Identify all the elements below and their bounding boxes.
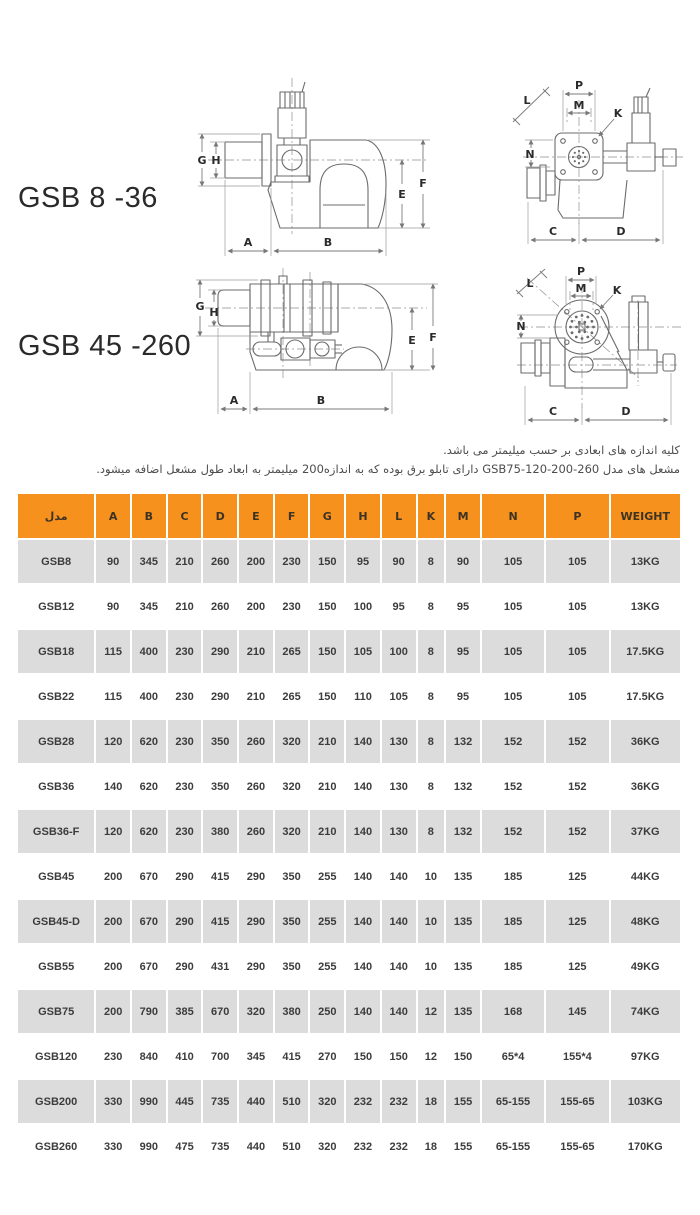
dim-label-c: C [548, 225, 558, 238]
value-cell: 735 [203, 1125, 237, 1168]
value-cell: 415 [275, 1035, 309, 1078]
column-header-e: E [239, 494, 273, 538]
value-cell: 65-155 [482, 1125, 544, 1168]
dim-label-n: N [525, 148, 535, 161]
value-cell: 320 [275, 810, 309, 853]
value-cell: 185 [482, 945, 544, 988]
value-cell: 230 [168, 720, 202, 763]
value-cell: 185 [482, 900, 544, 943]
value-cell: 415 [203, 900, 237, 943]
dim-label-b: B [323, 236, 333, 249]
value-cell: 8 [418, 540, 445, 583]
value-cell: 155 [446, 1125, 480, 1168]
value-cell: 290 [203, 630, 237, 673]
value-cell: 130 [382, 720, 416, 763]
value-cell: 140 [346, 945, 380, 988]
value-cell: 132 [446, 720, 480, 763]
value-cell: 670 [132, 900, 166, 943]
table-row [18, 1035, 680, 1078]
column-header-b: B [132, 494, 166, 538]
value-cell: 130 [382, 765, 416, 808]
value-cell: 140 [382, 900, 416, 943]
value-cell: 210 [310, 720, 344, 763]
value-cell: 410 [168, 1035, 202, 1078]
value-cell: 155-65 [546, 1125, 608, 1168]
value-cell: 440 [239, 1080, 273, 1123]
value-cell: 320 [275, 720, 309, 763]
value-cell: 103KG [611, 1080, 680, 1123]
value-cell: 145 [546, 990, 608, 1033]
value-cell: 290 [168, 945, 202, 988]
value-cell: 90 [96, 540, 130, 583]
value-cell: 8 [418, 810, 445, 853]
value-cell: 350 [203, 765, 237, 808]
table-header-row [18, 494, 680, 538]
value-cell: 140 [346, 855, 380, 898]
value-cell: 260 [239, 765, 273, 808]
value-cell: 95 [382, 585, 416, 628]
value-cell: 150 [310, 675, 344, 718]
dim-label-f2: F [429, 331, 437, 344]
value-cell: 18 [418, 1080, 445, 1123]
front-view-gsb45-260-drawing [505, 258, 700, 448]
value-cell: 230 [168, 675, 202, 718]
value-cell: 445 [168, 1080, 202, 1123]
value-cell: 120 [96, 720, 130, 763]
value-cell: 105 [546, 585, 608, 628]
value-cell: 290 [239, 855, 273, 898]
table-row [18, 945, 680, 988]
value-cell: 140 [346, 720, 380, 763]
note-line-2 [40, 460, 680, 479]
value-cell: 620 [132, 810, 166, 853]
value-cell: 350 [275, 855, 309, 898]
table-row [18, 900, 680, 943]
value-cell: 140 [382, 945, 416, 988]
column-header-l: L [382, 494, 416, 538]
value-cell: 510 [275, 1125, 309, 1168]
table-row [18, 540, 680, 583]
value-cell: 150 [310, 585, 344, 628]
value-cell: 990 [132, 1125, 166, 1168]
value-cell: 90 [382, 540, 416, 583]
value-cell: 290 [239, 900, 273, 943]
column-header-f: F [275, 494, 309, 538]
value-cell: 345 [239, 1035, 273, 1078]
value-cell: 150 [310, 630, 344, 673]
value-cell: 255 [310, 855, 344, 898]
value-cell: 125 [546, 855, 608, 898]
value-cell: 36KG [611, 765, 680, 808]
value-cell: 260 [203, 540, 237, 583]
value-cell: 135 [446, 855, 480, 898]
note-line-2-model-code: GSB75-120-200-260 [482, 462, 600, 476]
dim-label-a2: A [229, 394, 239, 407]
value-cell: 230 [168, 810, 202, 853]
value-cell: 232 [382, 1080, 416, 1123]
value-cell: 700 [203, 1035, 237, 1078]
value-cell: 105 [546, 540, 608, 583]
value-cell: 105 [546, 675, 608, 718]
value-cell: 320 [275, 765, 309, 808]
table-row [18, 810, 680, 853]
value-cell: 48KG [611, 900, 680, 943]
value-cell: 95 [446, 630, 480, 673]
dim-label-k: K [613, 107, 623, 120]
table-row [18, 1125, 680, 1168]
value-cell: 12 [418, 990, 445, 1033]
value-cell: 74KG [611, 990, 680, 1033]
value-cell: 140 [346, 900, 380, 943]
model-cell: GSB8 [18, 540, 94, 583]
notes [40, 441, 680, 479]
dim-label-n2: N [516, 320, 526, 333]
table-container [16, 492, 684, 1170]
value-cell: 37KG [611, 810, 680, 853]
dim-label-p2: P [576, 265, 586, 278]
value-cell: 200 [96, 990, 130, 1033]
value-cell: 265 [275, 675, 309, 718]
value-cell: 152 [546, 810, 608, 853]
value-cell: 260 [239, 810, 273, 853]
value-cell: 350 [203, 720, 237, 763]
dim-label-m2: M [575, 282, 587, 295]
table-row [18, 1080, 680, 1123]
value-cell: 265 [275, 630, 309, 673]
value-cell: 13KG [611, 585, 680, 628]
value-cell: 8 [418, 765, 445, 808]
table-row [18, 720, 680, 763]
note-line-2-prefix: مشعل های مدل [602, 462, 680, 476]
model-cell: GSB45 [18, 855, 94, 898]
value-cell: 230 [275, 540, 309, 583]
value-cell: 155*4 [546, 1035, 608, 1078]
value-cell: 10 [418, 855, 445, 898]
value-cell: 110 [346, 675, 380, 718]
value-cell: 250 [310, 990, 344, 1033]
value-cell: 140 [382, 990, 416, 1033]
value-cell: 115 [96, 630, 130, 673]
value-cell: 350 [275, 900, 309, 943]
model-cell: GSB36-F [18, 810, 94, 853]
column-header-d: D [203, 494, 237, 538]
dim-label-g: G [197, 154, 207, 167]
column-header-c: C [168, 494, 202, 538]
value-cell: 135 [446, 990, 480, 1033]
value-cell: 735 [203, 1080, 237, 1123]
value-cell: 152 [546, 765, 608, 808]
dim-label-p: P [574, 79, 584, 92]
dim-label-a: A [243, 236, 253, 249]
value-cell: 125 [546, 945, 608, 988]
value-cell: 380 [275, 990, 309, 1033]
value-cell: 670 [132, 855, 166, 898]
dim-label-l2: L [526, 277, 534, 290]
column-header-weight: WEIGHT [611, 494, 680, 538]
value-cell: 140 [382, 855, 416, 898]
value-cell: 105 [346, 630, 380, 673]
table-row [18, 765, 680, 808]
value-cell: 320 [310, 1125, 344, 1168]
value-cell: 210 [310, 810, 344, 853]
value-cell: 8 [418, 585, 445, 628]
model-cell: GSB120 [18, 1035, 94, 1078]
dim-label-e2: E [408, 334, 416, 347]
side-view-gsb8-36-drawing [190, 72, 455, 267]
model-cell: GSB45-D [18, 900, 94, 943]
column-header-n: N [482, 494, 544, 538]
value-cell: 260 [239, 720, 273, 763]
value-cell: 330 [96, 1125, 130, 1168]
value-cell: 10 [418, 900, 445, 943]
value-cell: 140 [96, 765, 130, 808]
value-cell: 95 [446, 585, 480, 628]
table-row [18, 675, 680, 718]
value-cell: 135 [446, 945, 480, 988]
value-cell: 255 [310, 945, 344, 988]
value-cell: 255 [310, 900, 344, 943]
value-cell: 440 [239, 1125, 273, 1168]
value-cell: 230 [168, 630, 202, 673]
model-cell: GSB200 [18, 1080, 94, 1123]
note-line-2-suffix: دارای تابلو برق بوده که به اندازه200 میلیمتر به ابعاد طول مشعل اضافه میشود. [96, 462, 479, 476]
value-cell: 36KG [611, 720, 680, 763]
table-row [18, 855, 680, 898]
value-cell: 200 [239, 585, 273, 628]
value-cell: 105 [482, 540, 544, 583]
value-cell: 8 [418, 720, 445, 763]
table-body [18, 540, 680, 1168]
value-cell: 65*4 [482, 1035, 544, 1078]
side-view-gsb45-260-drawing [190, 258, 455, 448]
dim-label-m: M [573, 99, 585, 112]
value-cell: 8 [418, 630, 445, 673]
value-cell: 44KG [611, 855, 680, 898]
value-cell: 12 [418, 1035, 445, 1078]
value-cell: 431 [203, 945, 237, 988]
value-cell: 320 [310, 1080, 344, 1123]
dimensions-table [16, 492, 682, 1170]
value-cell: 385 [168, 990, 202, 1033]
column-header-a: A [96, 494, 130, 538]
value-cell: 49KG [611, 945, 680, 988]
value-cell: 90 [96, 585, 130, 628]
value-cell: 132 [446, 810, 480, 853]
value-cell: 8 [418, 675, 445, 718]
value-cell: 230 [275, 585, 309, 628]
dim-label-d: D [616, 225, 626, 238]
value-cell: 380 [203, 810, 237, 853]
value-cell: 415 [203, 855, 237, 898]
value-cell: 210 [310, 765, 344, 808]
value-cell: 670 [203, 990, 237, 1033]
value-cell: 155 [446, 1080, 480, 1123]
value-cell: 10 [418, 945, 445, 988]
model-cell: GSB260 [18, 1125, 94, 1168]
value-cell: 140 [346, 990, 380, 1033]
value-cell: 100 [382, 630, 416, 673]
value-cell: 13KG [611, 540, 680, 583]
value-cell: 210 [168, 585, 202, 628]
value-cell: 200 [96, 855, 130, 898]
value-cell: 150 [382, 1035, 416, 1078]
value-cell: 670 [132, 945, 166, 988]
value-cell: 170KG [611, 1125, 680, 1168]
value-cell: 400 [132, 630, 166, 673]
value-cell: 152 [482, 765, 544, 808]
value-cell: 17.5KG [611, 675, 680, 718]
note-line-1: کلیه اندازه های ابعادی بر حسب میلیمتر می باشد. [443, 443, 680, 457]
value-cell: 95 [446, 675, 480, 718]
value-cell: 185 [482, 855, 544, 898]
value-cell: 105 [382, 675, 416, 718]
value-cell: 345 [132, 585, 166, 628]
table-row [18, 630, 680, 673]
value-cell: 232 [382, 1125, 416, 1168]
column-header-g: G [310, 494, 344, 538]
value-cell: 135 [446, 900, 480, 943]
value-cell: 140 [346, 765, 380, 808]
dim-label-h: H [211, 154, 221, 167]
value-cell: 105 [482, 675, 544, 718]
front-view-gsb8-36-drawing [505, 72, 700, 262]
value-cell: 100 [346, 585, 380, 628]
model-cell: GSB12 [18, 585, 94, 628]
value-cell: 232 [346, 1080, 380, 1123]
value-cell: 125 [546, 900, 608, 943]
dim-label-b2: B [316, 394, 326, 407]
model-cell: GSB18 [18, 630, 94, 673]
value-cell: 152 [546, 720, 608, 763]
column-header-model: مدل [18, 494, 94, 538]
value-cell: 95 [346, 540, 380, 583]
value-cell: 210 [168, 540, 202, 583]
value-cell: 260 [203, 585, 237, 628]
value-cell: 120 [96, 810, 130, 853]
value-cell: 345 [132, 540, 166, 583]
value-cell: 200 [96, 900, 130, 943]
value-cell: 105 [482, 630, 544, 673]
model2-title: GSB 45 -260 [18, 330, 192, 362]
dim-label-e: E [398, 188, 406, 201]
value-cell: 232 [346, 1125, 380, 1168]
column-header-m: M [446, 494, 480, 538]
value-cell: 210 [239, 675, 273, 718]
dim-label-h2: H [209, 306, 219, 319]
value-cell: 150 [446, 1035, 480, 1078]
value-cell: 230 [96, 1035, 130, 1078]
value-cell: 105 [546, 630, 608, 673]
value-cell: 152 [482, 810, 544, 853]
value-cell: 620 [132, 765, 166, 808]
model-cell: GSB22 [18, 675, 94, 718]
value-cell: 320 [239, 990, 273, 1033]
column-header-h: H [346, 494, 380, 538]
value-cell: 200 [96, 945, 130, 988]
value-cell: 155-65 [546, 1080, 608, 1123]
dim-label-g2: G [195, 300, 205, 313]
value-cell: 200 [239, 540, 273, 583]
value-cell: 350 [275, 945, 309, 988]
dim-label-f: F [419, 177, 427, 190]
value-cell: 230 [168, 765, 202, 808]
value-cell: 130 [382, 810, 416, 853]
value-cell: 152 [482, 720, 544, 763]
value-cell: 168 [482, 990, 544, 1033]
value-cell: 620 [132, 720, 166, 763]
value-cell: 90 [446, 540, 480, 583]
value-cell: 330 [96, 1080, 130, 1123]
value-cell: 150 [346, 1035, 380, 1078]
dim-label-k2: K [612, 284, 622, 297]
value-cell: 18 [418, 1125, 445, 1168]
value-cell: 17.5KG [611, 630, 680, 673]
value-cell: 990 [132, 1080, 166, 1123]
value-cell: 132 [446, 765, 480, 808]
table-row [18, 585, 680, 628]
value-cell: 97KG [611, 1035, 680, 1078]
value-cell: 840 [132, 1035, 166, 1078]
dim-label-d2: D [621, 405, 631, 418]
value-cell: 400 [132, 675, 166, 718]
model-cell: GSB28 [18, 720, 94, 763]
value-cell: 475 [168, 1125, 202, 1168]
value-cell: 290 [168, 900, 202, 943]
value-cell: 140 [346, 810, 380, 853]
dim-label-c2: C [548, 405, 558, 418]
value-cell: 790 [132, 990, 166, 1033]
value-cell: 115 [96, 675, 130, 718]
model-cell: GSB36 [18, 765, 94, 808]
value-cell: 150 [310, 540, 344, 583]
value-cell: 270 [310, 1035, 344, 1078]
dim-label-l: L [523, 94, 531, 107]
value-cell: 510 [275, 1080, 309, 1123]
value-cell: 65-155 [482, 1080, 544, 1123]
column-header-p: P [546, 494, 608, 538]
model-cell: GSB55 [18, 945, 94, 988]
value-cell: 290 [168, 855, 202, 898]
table-row [18, 990, 680, 1033]
model1-title: GSB 8 -36 [18, 182, 158, 214]
value-cell: 105 [482, 585, 544, 628]
model-cell: GSB75 [18, 990, 94, 1033]
value-cell: 290 [203, 675, 237, 718]
value-cell: 290 [239, 945, 273, 988]
value-cell: 210 [239, 630, 273, 673]
column-header-k: K [418, 494, 445, 538]
